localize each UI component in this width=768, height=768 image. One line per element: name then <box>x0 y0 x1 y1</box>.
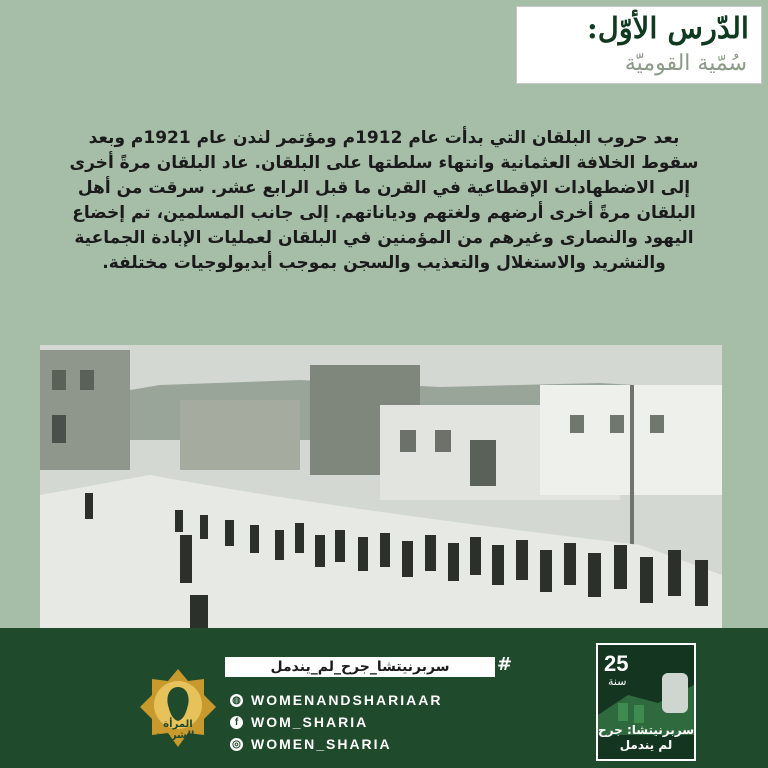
lesson-title: الدّرس الأوّل: <box>587 11 749 45</box>
anniversary-number: 25 <box>604 651 629 676</box>
anniversary-unit: سنة <box>608 675 627 688</box>
body-paragraph: بعد حروب البلقان التي بدأت عام 1912م ومؤتمر لندن عام 1921م وبعد سقوط الخلافة العثمانية وانتهاء سلطتها على البلقان. عاد البلقان مرةً أخرى إلى الاضطهادات الإقطاعية في القرن ما قبل الرابع عشر. سرقت من أهل البلقان مرةً أخرى أرضهم ولغتهم ودياناتهم. إلى جانب المسلمين، تم إخضاع اليهود والنصارى وغيرهم من المؤمنين في البلقان لعمليات الإبادة الجماعية والتشريد والاستغلال والتعذيب والسجن بموجب أيديولوجيات مختلفة. <box>69 128 699 273</box>
historical-photo <box>40 345 722 650</box>
lesson-subtitle: سُمّية القوميّة <box>624 51 747 76</box>
social-row-facebook[interactable] <box>230 714 368 730</box>
facebook-handle: WOM_SHARIA <box>251 714 369 730</box>
instagram-handle: WOMEN_SHARIA <box>251 736 392 752</box>
photo-illustration <box>40 345 722 650</box>
facebook-icon: f <box>230 716 243 729</box>
social-row-instagram[interactable] <box>230 736 392 752</box>
title-box <box>516 6 762 84</box>
social-row-website[interactable] <box>230 692 442 708</box>
hashtag-symbol: # <box>497 654 513 675</box>
anniversary-badge <box>596 643 696 761</box>
logo-caption: المرأة والشريعة <box>155 719 201 741</box>
website-handle: WOMENANDSHARIAAR <box>251 692 443 708</box>
globe-icon: ◍ <box>230 694 243 707</box>
instagram-icon: ◎ <box>230 738 243 751</box>
hashtag-label[interactable]: سربرنيتشا_جرح_لم_يندمل <box>225 657 495 677</box>
badge-caption: سربرنيتشا: جرح لم يندمل <box>598 723 694 752</box>
